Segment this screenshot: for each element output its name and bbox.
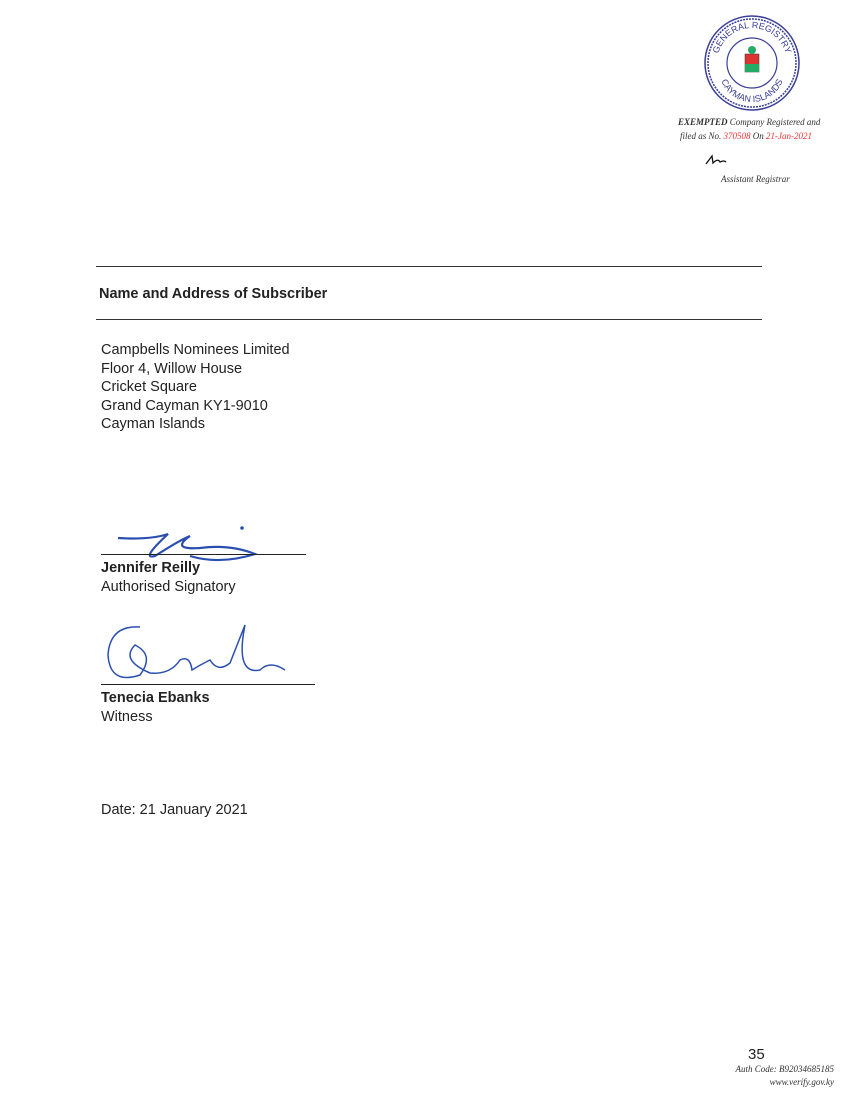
assistant-registrar-label: Assistant Registrar	[721, 174, 790, 184]
divider	[96, 266, 762, 267]
signatory-role: Authorised Signatory	[101, 579, 236, 595]
svg-text:GENERAL REGISTRY: GENERAL REGISTRY	[710, 19, 794, 55]
svg-text:CAYMAN ISLANDS: CAYMAN ISLANDS	[719, 77, 785, 105]
verify-url: www.verify.gov.ky	[769, 1077, 834, 1087]
signature-line	[101, 554, 306, 555]
subscriber-address: Campbells Nominees Limited Floor 4, Willow House Cricket Square Grand Cayman KY1-9010 Cayman Islands	[101, 342, 290, 432]
witness-name: Tenecia Ebanks	[101, 690, 210, 706]
witness-role: Witness	[101, 709, 153, 725]
page-number: 35	[748, 1046, 765, 1063]
registration-line-1: EXEMPTED Company Registered and	[678, 117, 821, 127]
signature-line	[101, 684, 315, 685]
signature-tenecia-ebanks	[100, 615, 290, 690]
auth-code: Auth Code: B92034685185	[735, 1064, 834, 1074]
section-heading: Name and Address of Subscriber	[99, 286, 328, 302]
general-registry-seal	[703, 14, 801, 112]
divider	[96, 319, 762, 320]
date-line: Date: 21 January 2021	[101, 802, 248, 818]
signatory-name: Jennifer Reilly	[101, 560, 201, 576]
registration-line-2: filed as No. 370508 On 21-Jan-2021	[680, 131, 813, 141]
registrar-signature	[704, 154, 728, 166]
